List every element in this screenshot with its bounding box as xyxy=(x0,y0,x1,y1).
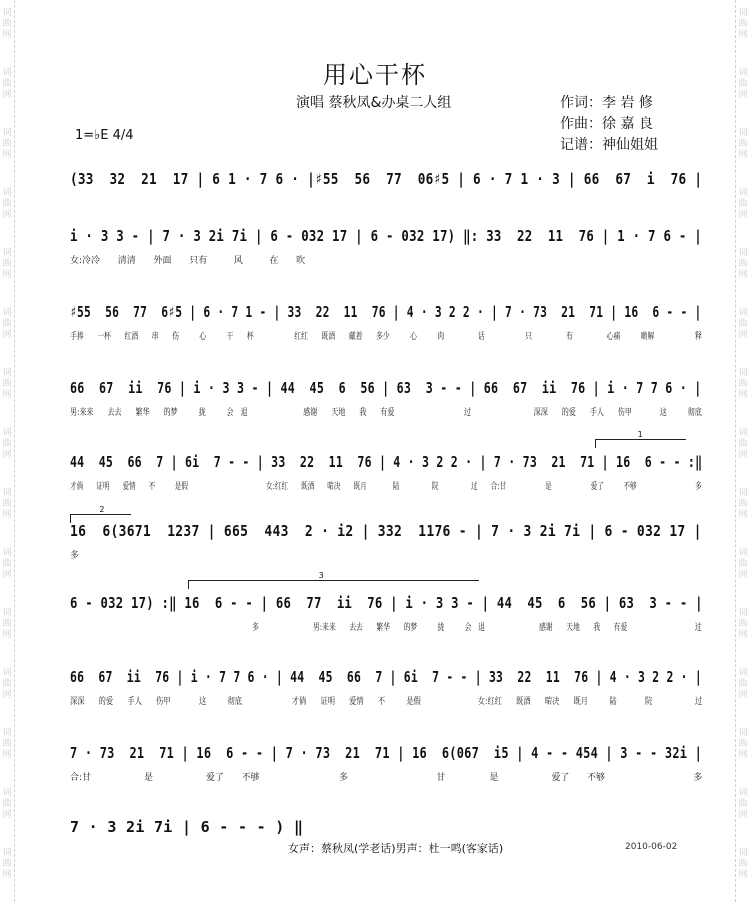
score-system-9 xyxy=(60,744,703,788)
watermark: 词曲网 xyxy=(2,248,12,280)
watermark: 词曲网 xyxy=(738,848,748,880)
score-system-2 xyxy=(60,227,700,271)
lyric-line: 男:来来 去去 繁华 的梦 拢 会 退 感谢 天地 我 有爱 过 深深 的爱 手人 伤甲 这 彻底 xyxy=(70,408,702,418)
performer-note: 女声：蔡秋凤(学老话)男声：杜一鸣(客家话) xyxy=(288,842,504,855)
notation-line: i · 3 3 - | 7 · 3 2i 7i | 6 - 032 17 | 6 - 032 17) ‖: 33 22 11 76 | 1 · 7 6 - | xyxy=(70,227,702,245)
watermark: 词曲网 xyxy=(2,548,12,580)
watermark: 词曲网 xyxy=(738,428,748,460)
notation-line: 66 67 ii 76 | i · 3 3 - | 44 45 6 56 | 63 3 - - | 66 67 ii 76 | i · 7 7 6 · | xyxy=(70,379,702,397)
lyric-line: 手捧 一杯 红酒 串 伤 心 干 杯 红红 既酒 藏着 多少 心 肉 话 只 有 心痛 啲解 释 xyxy=(70,332,702,342)
volta-bracket-1: 1 xyxy=(595,439,686,448)
lyric-line: 合:甘 是 爱了 不够 多 甘 是 爱了 不够 多 xyxy=(70,773,703,783)
notation-line: 16 6(3671 1237 | 665 443 2 · i2 | 332 1176 - | 7 · 3 2i 7i | 6 - 032 17 | xyxy=(70,522,702,540)
notation-line: 44 45 66 7 | 6i 7 - - | 33 22 11 76 | 4 · 3 2 2 · | 7 · 73 21 71 | 16 6 - - :‖ xyxy=(70,453,703,471)
notation-line: 7 · 3 2i 7i | 6 - - - ) ‖ xyxy=(70,818,304,836)
score-system-1 xyxy=(60,170,703,214)
watermark: 词曲网 xyxy=(2,368,12,400)
watermark: 词曲网 xyxy=(738,668,748,700)
transcription-date: 2010-06-02 xyxy=(625,842,678,852)
watermark: 词曲网 xyxy=(738,368,748,400)
lyric-line: 女:冷冷 清清 外面 只有 风 在 吹 xyxy=(70,256,306,266)
watermark: 词曲网 xyxy=(738,68,748,100)
watermark: 词曲网 xyxy=(738,488,748,520)
notation-line: ♯55 56 77 6♯5 | 6 · 7 1 - | 33 22 11 76 | 4 · 3 2 2 · | 7 · 73 21 71 | 16 6 - - | xyxy=(70,303,702,321)
watermark: 词曲网 xyxy=(738,548,748,580)
watermark: 词曲网 xyxy=(2,608,12,640)
transcriber-credit: 记谱：神仙姐姐 xyxy=(560,137,658,153)
watermark: 词曲网 xyxy=(738,728,748,760)
score-system-5 xyxy=(60,430,703,497)
score-system-4 xyxy=(60,379,700,423)
watermark: 词曲网 xyxy=(738,128,748,160)
score-system-3 xyxy=(60,303,700,347)
watermark: 词曲网 xyxy=(738,608,748,640)
lyric-line: 深深 的爱 手人 伤甲 这 彻底 才倘 证明 爱情 不 是假 女:红红 既酒 啱决 既月 陆 院 过 xyxy=(70,697,703,707)
watermark: 词曲网 xyxy=(738,188,748,220)
watermark: 词曲网 xyxy=(738,8,748,40)
watermark: 词曲网 xyxy=(2,68,12,100)
watermark: 词曲网 xyxy=(2,788,12,820)
watermark: 词曲网 xyxy=(738,248,748,280)
notation-line: 6 - 032 17) :‖ 16 6 - - | 66 77 ii 76 | i · 3 3 - | 44 45 6 56 | 63 3 - - | xyxy=(70,594,703,612)
watermark: 词曲网 xyxy=(2,8,12,40)
watermark: 词曲网 xyxy=(2,668,12,700)
lyricist-credit: 作词：李 岩 修 xyxy=(560,95,653,111)
score-system-6 xyxy=(60,505,702,566)
watermark: 词曲网 xyxy=(2,428,12,460)
key-signature: 1=♭E 4/4 xyxy=(75,128,134,143)
song-title: 用心干杯 xyxy=(323,61,427,89)
lyric-line: 多 男:来来 去去 繁华 的梦 拢 会 退 感谢 天地 我 有爱 过 xyxy=(70,623,702,633)
volta-bracket-3: 3 xyxy=(188,580,479,589)
score-system-7 xyxy=(60,571,703,638)
watermark: 词曲网 xyxy=(2,728,12,760)
watermark: 词曲网 xyxy=(2,128,12,160)
watermark: 词曲网 xyxy=(2,488,12,520)
score-system-8 xyxy=(60,668,703,712)
notation-line: (33 32 21 17 | 6 1 · 7 6 · |♯55 56 77 06♯5 | 6 · 7 1 · 3 | 66 67 i 76 | xyxy=(70,170,703,188)
volta-bracket-2: 2 xyxy=(70,514,131,523)
singer-credit: 演唱 蔡秋凤&办桌二人组 xyxy=(296,95,452,111)
watermark: 词曲网 xyxy=(2,188,12,220)
composer-credit: 作曲：徐 嘉 良 xyxy=(560,116,653,132)
watermark: 词曲网 xyxy=(738,788,748,820)
notation-line: 7 · 73 21 71 | 16 6 - - | 7 · 73 21 71 | 16 6(067 i5 | 4 - - 454 | 3 - - 32i | xyxy=(70,744,703,762)
watermark: 词曲网 xyxy=(2,308,12,340)
notation-line: 66 67 ii 76 | i · 7 7 6 · | 44 45 66 7 | 6i 7 - - | 33 22 11 76 | 4 · 3 2 2 · | xyxy=(70,668,702,686)
lyric-line: 才倘 证明 爱情 不 是假 女:红红 既酒 啱决 既月 陆 院 过 合:甘 是 爱了 不够 多 xyxy=(70,482,702,492)
watermark: 词曲网 xyxy=(2,848,12,880)
watermark: 词曲网 xyxy=(738,308,748,340)
lyric-line: 多 xyxy=(70,551,80,561)
